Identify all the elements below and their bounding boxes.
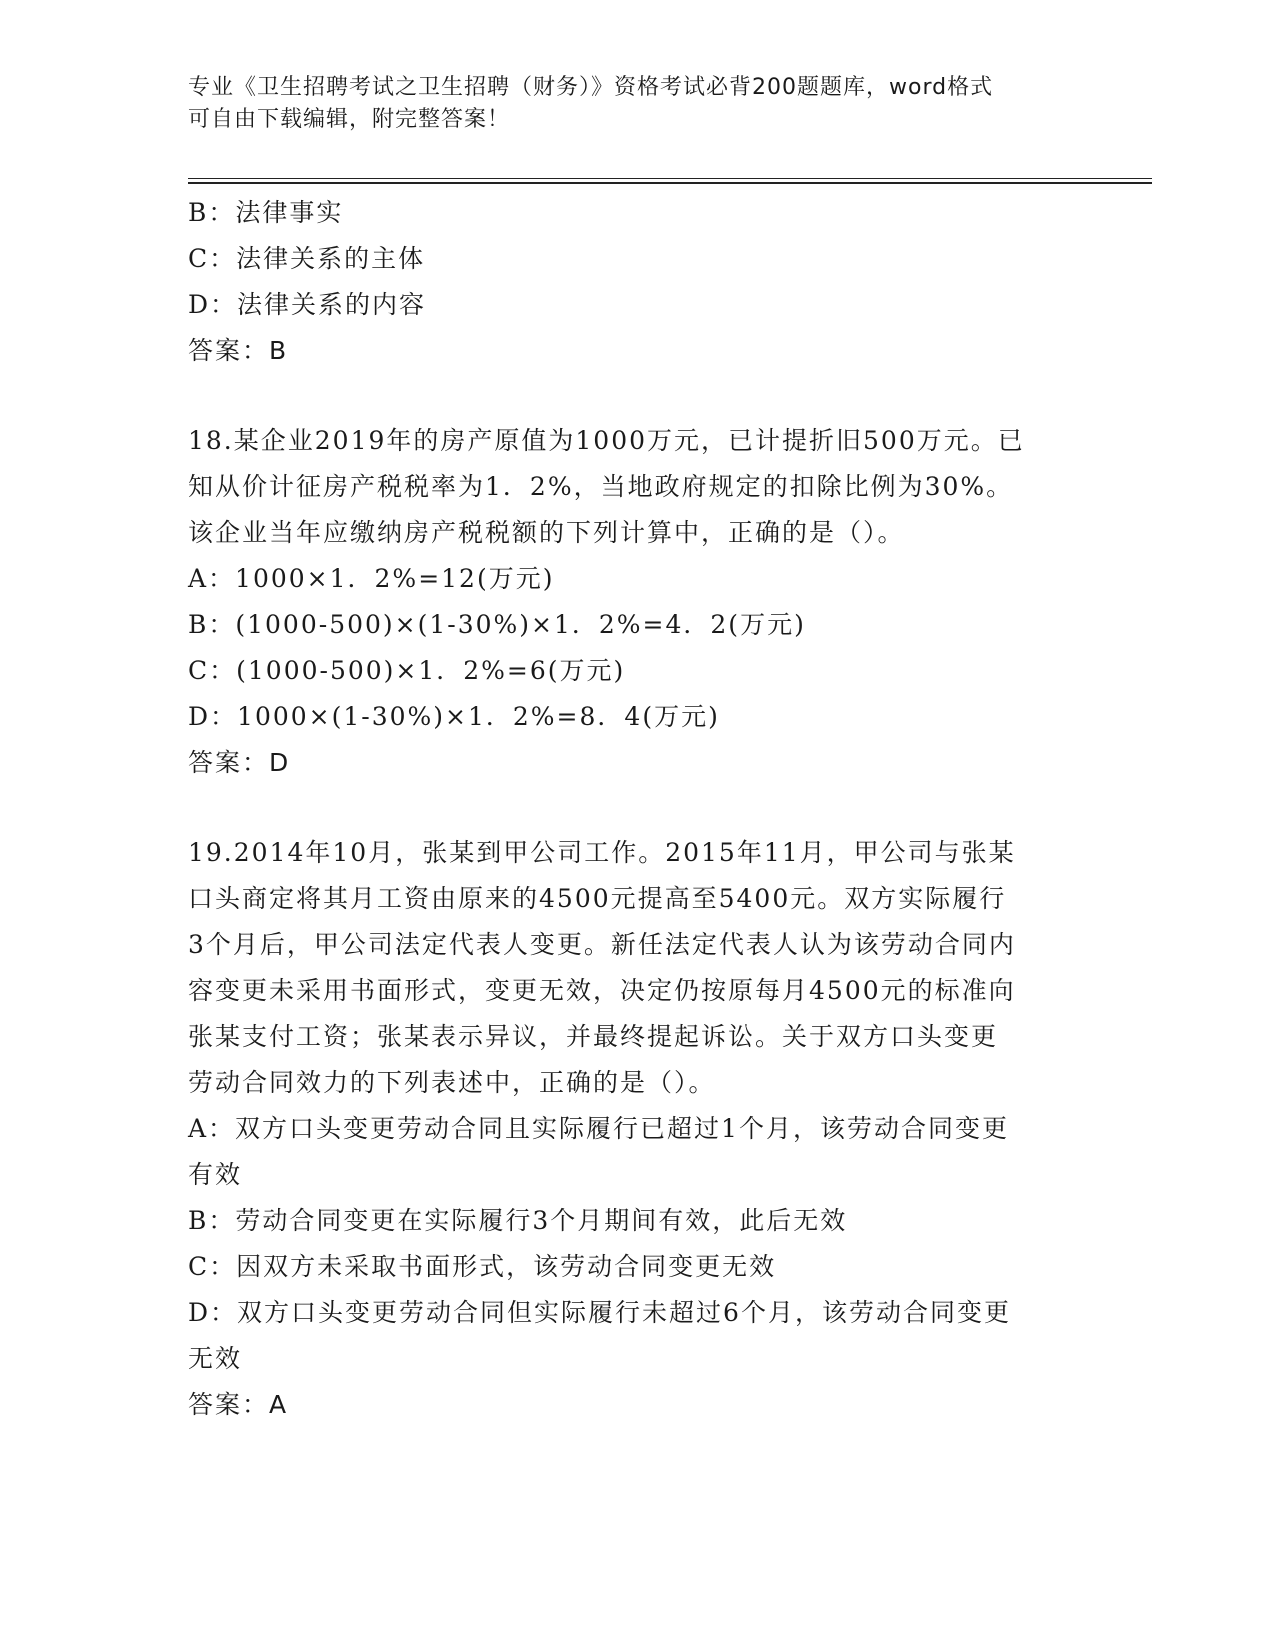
option-b: B：劳动合同变更在实际履行3个月期间有效，此后无效 xyxy=(188,1206,848,1235)
question-stem-line: 张某支付工资；张某表示异议，并最终提起诉讼。关于双方口头变更 xyxy=(188,1022,999,1051)
question-stem-line: 18.某企业2019年的房产原值为1000万元，已计提折旧500万元。已 xyxy=(188,426,1025,455)
spacer xyxy=(188,374,1088,418)
option-c: C：(1000-500)×1．2%=6(万元) xyxy=(188,656,626,685)
option-c: C：法律关系的主体 xyxy=(188,244,426,273)
option-a: A：双方口头变更劳动合同且实际履行已超过1个月，该劳动合同变更 xyxy=(188,1114,1009,1143)
question-19 xyxy=(188,830,1088,1428)
option-d: D：双方口头变更劳动合同但实际履行未超过6个月，该劳动合同变更 xyxy=(188,1298,1011,1327)
option-d: D：1000×(1-30%)×1．2%=8．4(万元) xyxy=(188,702,720,731)
option-b: B：法律事实 xyxy=(188,198,344,227)
document-body xyxy=(188,190,1088,1428)
question-18 xyxy=(188,418,1088,786)
option-a-continued: 有效 xyxy=(188,1160,243,1189)
header-line-1: 专业《卫生招聘考试之卫生招聘（财务）》资格考试必背200题题库，word格式 xyxy=(188,75,994,100)
option-c: C：因双方未采取书面形式，该劳动合同变更无效 xyxy=(188,1252,777,1281)
answer: 答案：A xyxy=(188,1390,289,1419)
header-divider-thin xyxy=(188,178,1152,179)
question-stem-line: 知从价计征房产税税率为1．2%，当地政府规定的扣除比例为30%。 xyxy=(188,472,1014,501)
document-header xyxy=(188,72,1088,136)
answer: 答案：B xyxy=(188,336,289,365)
header-line-2: 可自由下载编辑，附完整答案！ xyxy=(188,107,511,132)
question-17-tail xyxy=(188,190,1088,374)
question-stem-line: 口头商定将其月工资由原来的4500元提高至5400元。双方实际履行 xyxy=(188,884,1007,913)
option-b: B：(1000-500)×(1-30%)×1．2%=4．2(万元) xyxy=(188,610,806,639)
answer: 答案：D xyxy=(188,748,291,777)
spacer xyxy=(188,786,1088,830)
question-stem-line: 19.2014年10月，张某到甲公司工作。2015年11月，甲公司与张某 xyxy=(188,838,1016,867)
question-stem-line: 劳动合同效力的下列表述中，正确的是（）。 xyxy=(188,1068,716,1097)
option-d: D：法律关系的内容 xyxy=(188,290,427,319)
question-stem-line: 容变更未采用书面形式，变更无效，决定仍按原每月4500元的标准向 xyxy=(188,976,1016,1005)
question-stem-line: 3个月后，甲公司法定代表人变更。新任法定代表人认为该劳动合同内 xyxy=(188,930,1016,959)
question-stem-line: 该企业当年应缴纳房产税税额的下列计算中，正确的是（）。 xyxy=(188,518,905,547)
option-a: A：1000×1．2%=12(万元) xyxy=(188,564,555,593)
option-d-continued: 无效 xyxy=(188,1344,243,1373)
header-divider-thick xyxy=(188,182,1152,184)
